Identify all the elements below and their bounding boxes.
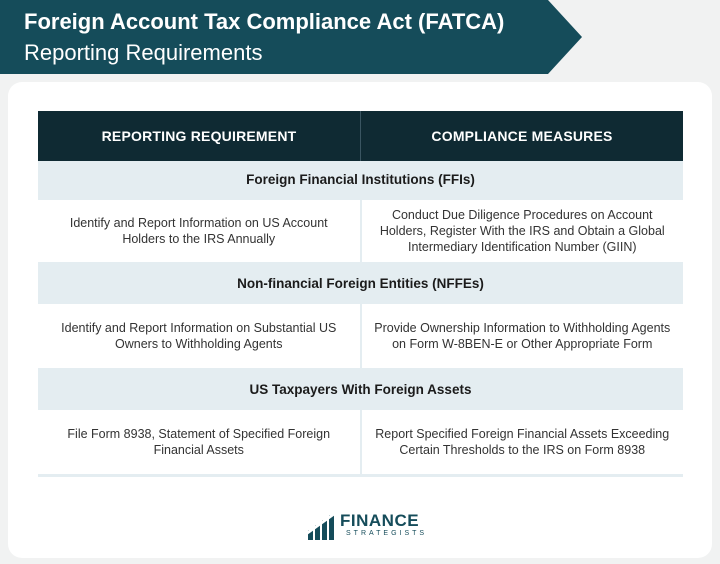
table-row — [38, 301, 683, 371]
measures-cell: Conduct Due Diligence Procedures on Account Holders, Register With the IRS and Obtain a Global Intermediary Identification Number (GIIN) — [360, 200, 684, 262]
logo-wordmark: FINANCE — [340, 511, 420, 530]
section-heading-nffes: Non-financial Foreign Entities (NFFEs) — [38, 265, 683, 301]
section-heading-ffis: Foreign Financial Institutions (FFIs) — [38, 161, 683, 197]
requirement-cell: Identify and Report Information on US Account Holders to the IRS Annually — [69, 216, 328, 246]
table-row — [38, 407, 683, 477]
table-row — [38, 197, 683, 265]
requirement-cell: Identify and Report Information on Substantial US Owners to Withholding Agents — [61, 321, 337, 351]
requirements-table — [38, 111, 683, 477]
page-subtitle: Reporting Requirements — [24, 40, 263, 65]
finance-strategists-logo — [306, 510, 427, 540]
logo-tagline: STRATEGISTS — [346, 530, 428, 537]
table-header — [38, 111, 683, 161]
page-title: Foreign Account Tax Compliance Act (FATCA) — [24, 9, 505, 34]
column-header-measures: COMPLIANCE MEASURES — [360, 111, 683, 161]
requirement-cell: File Form 8938, Statement of Specified Foreign Financial Assets — [67, 427, 331, 457]
measures-cell: Provide Ownership Information to Withholding Agents on Form W-8BEN-E or Other Appropriate Form — [360, 304, 684, 368]
measures-cell: Report Specified Foreign Financial Assets Exceeding Certain Thresholds to the IRS on Form 8938 — [360, 410, 684, 474]
logo-text — [340, 512, 427, 538]
bar-chart-logo-icon — [306, 510, 336, 540]
column-header-requirement: REPORTING REQUIREMENT — [101, 128, 297, 144]
section-heading-us-taxpayers: US Taxpayers With Foreign Assets — [38, 371, 683, 407]
